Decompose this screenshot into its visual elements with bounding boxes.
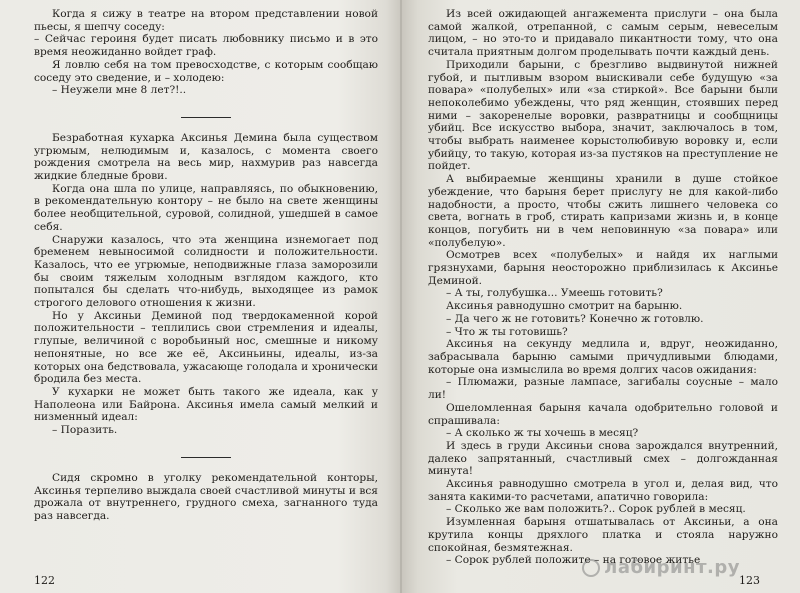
paragraph: Приходили барыни, с брезгливо выдвинутой нижней губой, и пытливым взором выискивали себе будущую «за повара» «полубелых» или «за стиркой». Все барыни были непоколебимо убеждены, что ряд женщин, стоявших перед ними – закоренелые воровки, развратницы и сообщницы убийц. Все искусство выбора, значит, заключалось в том, чтобы выбрать наименее корыстолюбивую воровку и, если убийцу, то такую, которая из-за пустяков на преступление не пойдет. <box>428 58 778 173</box>
paragraph: – Да чего ж не готовить? Конечно ж готовлю. <box>446 312 704 325</box>
paragraph: – Неужели мне 8 лет?!.. <box>52 84 187 97</box>
paragraph: – Сорок рублей положите – на готовое житье <box>446 554 701 567</box>
paragraph: Аксинья на секунду медлила и, вдруг, неожиданно, забрасывала барыню самыми причудливыми блюдами, которые она измыслила во время долгих часов ожидания: <box>428 338 778 376</box>
paragraph: Сидя скромно в уголку рекомендательной конторы, Аксинья терпеливо выждала своей счастливой минуты и вся дрожала от внутреннего, грудного смеха, загнанного туда раз навсегда. <box>34 471 378 522</box>
paragraph: – Сейчас героиня будет писать любовнику письмо и в это время неожиданно войдет граф. <box>34 33 378 59</box>
paragraph: – А ты, голубушка... Умеешь готовить? <box>446 287 663 300</box>
paragraph: Ошеломленная барыня качала одобрительно головой и спрашивала: <box>428 401 778 427</box>
right-page <box>402 0 800 593</box>
paragraph: Но у Аксиньи Деминой под твердокаменной корой положительности – теплились свои стремления и идеалы, глупые, величиной с воробьиный нос, смешные и никому непонятные, но все же её, Аксиньины, идеалы, из-за которых она бедствовала, ужасающе голодала и хронически бродила без места. <box>34 309 378 386</box>
paragraph: У кухарки не может быть такого же идеала, как у Наполеона или Байрона. Аксинья имела самый мелкий и низменный идеал: <box>34 385 378 424</box>
page-number: 123 <box>739 573 760 587</box>
section-divider <box>181 117 231 118</box>
paragraph: Осмотрев всех «полубелых» и найдя их наглыми грязнухами, барыня неосторожно приблизилась к Аксинье Деминой. <box>428 249 778 287</box>
right-text-column <box>428 8 778 567</box>
paragraph: – Плюмажи, разные лампасе, загибалы соусные – мало ли! <box>428 376 778 402</box>
paragraph: Из всей ожидающей ангажемента прислуги – она была самой жалкой, отрепанной, с самым серым, невеселым лицом, – но это-то и придавало пикантности тому, что она считала приятным долгом проделывать почти каждый день. <box>428 8 778 59</box>
left-text-column <box>34 8 378 523</box>
paragraph: Аксинья равнодушно смотрела в угол и, делая вид, что занята какими-то расчетами, апатично говорила: <box>428 478 778 503</box>
paragraph: Снаружи казалось, что эта женщина изнемогает под бременем невыносимой солидности и положительности. Казалось, что ее угрюмые, неподвижные глаза заморозили бы своим тяжелым холодным взглядом каждого, кто попытался бы сделать что-нибудь, выходящее из рамок строгого делового отношения к жизни. <box>34 233 378 310</box>
paragraph: И здесь в груди Аксиньи снова зарождался внутренний, далеко запрятанный, счастливый смех – долгожданная минута! <box>428 439 778 478</box>
paragraph: Изумленная барыня отшатывалась от Аксиньи, а она крутила концы дряхлого платка и стояла наружно спокойная, безмятежная. <box>428 516 778 554</box>
paragraph: Когда я сижу в театре на втором представлении новой пьесы, я шепчу соседу: <box>34 8 378 33</box>
paragraph: А выбираемые женщины хранили в душе стойкое убеждение, что барыня берет прислугу не для какой-либо надобности, а просто, чтобы сжить лишнего человека со света, вогнать в гроб, стирать капризами жизнь и, в конце концов, погубить ни в чем неповинную «за повара» или «полубелую». <box>428 173 778 249</box>
paragraph: Я ловлю себя на том превосходстве, с которым сообщаю соседу это сведение, и – холодею: <box>34 58 378 84</box>
paragraph: – А сколько ж ты хочешь в месяц? <box>446 427 639 440</box>
paragraph: – Сколько же вам положить?.. Сорок рублей в месяц. <box>446 503 746 516</box>
paragraph: Когда она шла по улице, направляясь, по обыкновению, в рекомендательную контору – не было на свете женщины более необщительной, суровой, солидной, ушедшей в самое себя. <box>34 182 378 233</box>
section-divider <box>181 457 231 458</box>
watermark-logo-icon <box>582 559 600 577</box>
watermark <box>582 557 740 579</box>
paragraph: – Что ж ты готовишь? <box>446 325 568 338</box>
paragraph: – Поразить. <box>52 424 118 437</box>
page-number: 122 <box>34 573 55 587</box>
paragraph: Безработная кухарка Аксинья Демина была существом угрюмым, нелюдимым и, казалось, с момента своего рождения смотрела на весь мир, нахмурив раз навсегда жидкие бледные брови. <box>34 131 378 183</box>
watermark-text: лабиринт.ру <box>604 557 740 579</box>
paragraph: Аксинья равнодушно смотрит на барыню. <box>446 300 683 313</box>
